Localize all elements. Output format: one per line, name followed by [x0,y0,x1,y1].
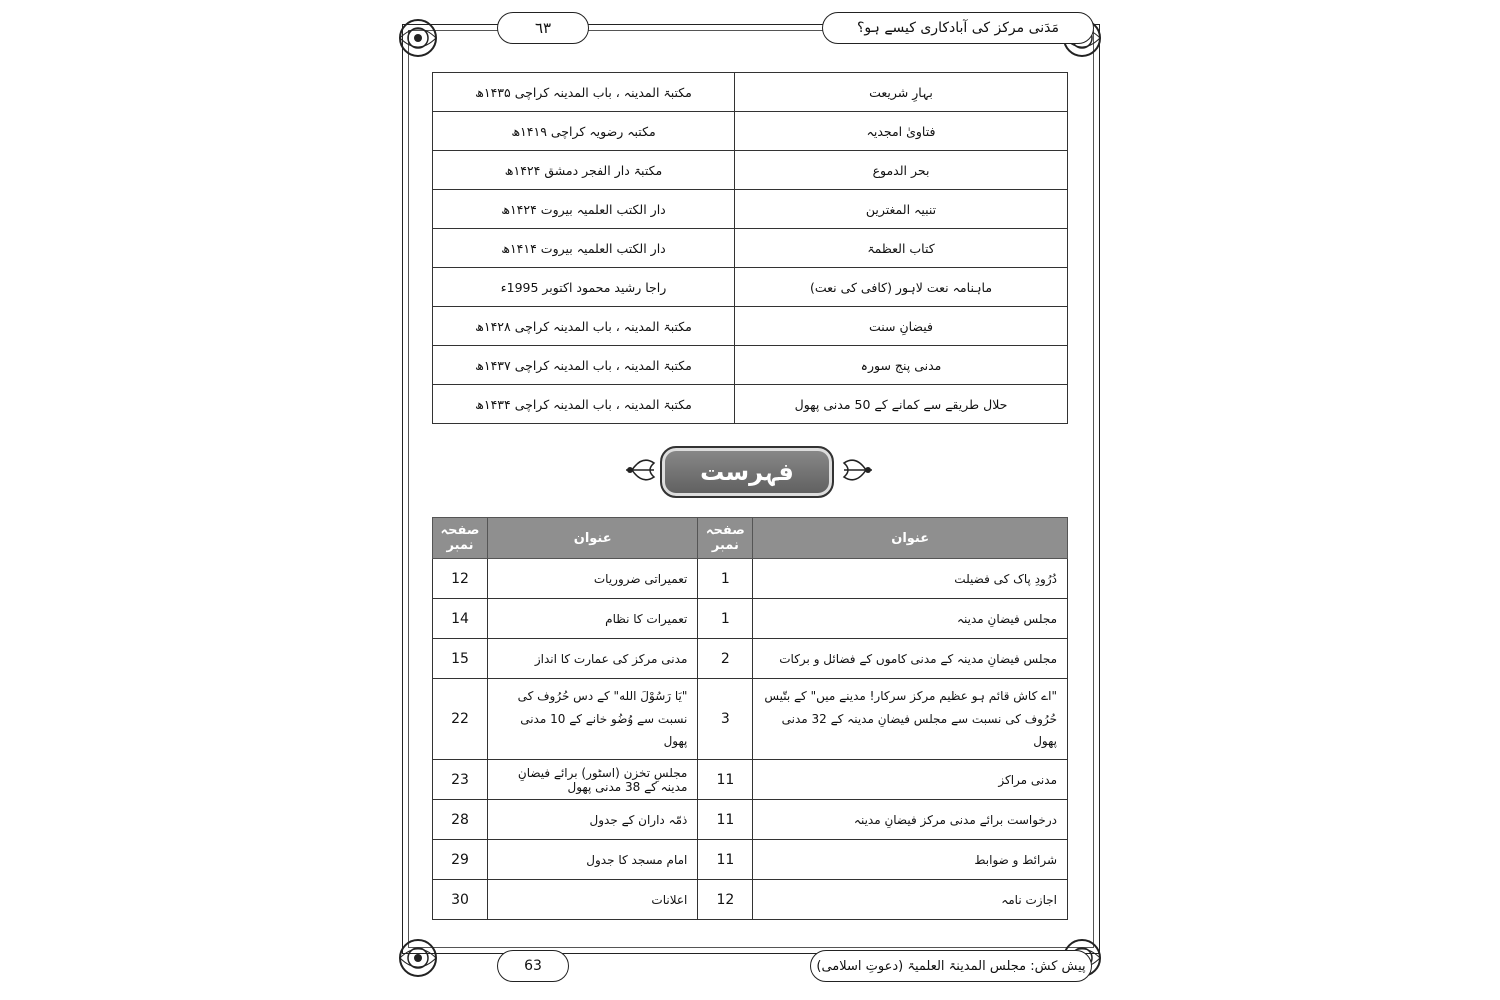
toc-header-page: صفحہ نمبر [698,518,753,559]
toc-entry-page: 22 [433,679,488,760]
toc-entry-page: 12 [433,559,488,599]
toc-entry-title: اجازت نامہ [753,880,1068,920]
corner-ornament-icon [394,14,452,72]
reference-publisher: مکتبۃ دار الفجر دمشق ۱۴۲۴ھ [433,151,735,190]
reference-row [433,151,1068,190]
header-title: مَدَنی مرکز کی آبادکاری کیسے ہو؟ [822,12,1094,44]
toc-entry-page: 1 [698,559,753,599]
toc-entry-title: اعلانات [488,880,698,920]
toc-entry-page: 11 [698,800,753,840]
reference-publisher: مکتبۃ المدینہ ، باب المدینہ کراچی ۱۴۳۵ھ [433,73,735,112]
toc-entry-page: 1 [698,599,753,639]
toc-header-row [433,518,1068,559]
toc-row [433,880,1068,920]
toc-entry-page: 15 [433,639,488,679]
reference-title: بہارِ شریعت [735,73,1068,112]
toc-entry-title: مدنی مراکز [753,760,1068,800]
toc-row [433,679,1068,760]
header-page-number: ٦٣ [497,12,589,44]
toc-entry-page: 14 [433,599,488,639]
footer-page-number: 63 [497,950,569,982]
toc-row [433,840,1068,880]
toc-entry-page: 29 [433,840,488,880]
toc-banner: فہرست [660,446,834,498]
toc-entry-page: 11 [698,760,753,800]
toc-entry-title: مجلسِ تخزن (اسٹور) برائے فیضانِ مدینہ کے 38 مدنی پھول [488,760,698,800]
reference-publisher: مکتبۃ المدینہ ، باب المدینہ کراچی ۱۴۳۷ھ [433,346,735,385]
reference-title: فتاویٰ امجدیہ [735,112,1068,151]
toc-row [433,599,1068,639]
toc-entry-title: تعمیرات کا نظام [488,599,698,639]
reference-row [433,73,1068,112]
toc-entry-title: دُرُودِ پاک کی فضیلت [753,559,1068,599]
reference-publisher: راجا رشید محمود اکتوبر 1995ء [433,268,735,307]
reference-title: تنبیہ المغترین [735,190,1068,229]
toc-entry-title: امام مسجد کا جدول [488,840,698,880]
toc-entry-title: مجلس فیضانِ مدینہ کے مدنی کاموں کے فضائل و برکات [753,639,1068,679]
toc-row [433,559,1068,599]
reference-row [433,112,1068,151]
toc-entry-page: 2 [698,639,753,679]
toc-entry-title: ذمّہ داران کے جدول [488,800,698,840]
toc-entry-title: "اے کاش قائم ہو عظیم مرکز سرکار! مدینے میں" کے بتّیس حُرُوف کی نسبت سے مجلس فیضانِ مدینہ کے 32 مدنی پھول [753,679,1068,760]
toc-entry-page: 28 [433,800,488,840]
reference-publisher: دار الکتب العلمیہ بیروت ۱۴۲۴ھ [433,190,735,229]
reference-row [433,190,1068,229]
reference-title: فیضانِ سنت [735,307,1068,346]
reference-title: کتاب العظمۃ [735,229,1068,268]
toc-entry-page: 11 [698,840,753,880]
toc-header-title: عنوان [488,518,698,559]
reference-title: مدنی پنج سورہ [735,346,1068,385]
toc-entry-title: "یَا رَسُوْلَ الله" کے دس حُرُوف کی نسبت سے وُضُو خانے کے 10 مدنی پھول [488,679,698,760]
toc-entry-title: درخواست برائے مدنی مرکز فیضانِ مدینہ [753,800,1068,840]
reference-row [433,385,1068,424]
reference-publisher: دار الکتب العلمیہ بیروت ۱۴۱۴ھ [433,229,735,268]
toc-entry-page: 30 [433,880,488,920]
toc-entry-title: شرائط و ضوابط [753,840,1068,880]
toc-header-page: صفحہ نمبر [433,518,488,559]
reference-row [433,307,1068,346]
reference-title: حلال طریقے سے کمانے کے 50 مدنی پھول [735,385,1068,424]
reference-publisher: مکتبۃ المدینہ ، باب المدینہ کراچی ۱۴۲۸ھ [433,307,735,346]
footer-publisher: پیش کش: مجلس المدینۃ العلمیۃ (دعوتِ اسلامی) [810,950,1092,982]
reference-row [433,229,1068,268]
corner-ornament-icon [394,924,452,982]
toc-entry-page: 23 [433,760,488,800]
toc-entry-title: مجلس فیضانِ مدینہ [753,599,1068,639]
toc-table [432,517,1068,920]
toc-entry-page: 12 [698,880,753,920]
toc-entry-title: مدنی مرکز کی عمارت کا انداز [488,639,698,679]
toc-row [433,639,1068,679]
references-table [432,72,1068,424]
reference-row [433,346,1068,385]
toc-row [433,760,1068,800]
reference-publisher: مکتبہ رضویہ کراچی ۱۴۱۹ھ [433,112,735,151]
reference-title: بحر الدموع [735,151,1068,190]
reference-publisher: مکتبۃ المدینہ ، باب المدینہ کراچی ۱۴۳۴ھ [433,385,735,424]
toc-row [433,800,1068,840]
toc-entry-page: 3 [698,679,753,760]
reference-row [433,268,1068,307]
reference-title: ماہنامہ نعت لاہور (کافی کی نعت) [735,268,1068,307]
toc-entry-title: تعمیراتی ضروریات [488,559,698,599]
toc-header-title: عنوان [753,518,1068,559]
